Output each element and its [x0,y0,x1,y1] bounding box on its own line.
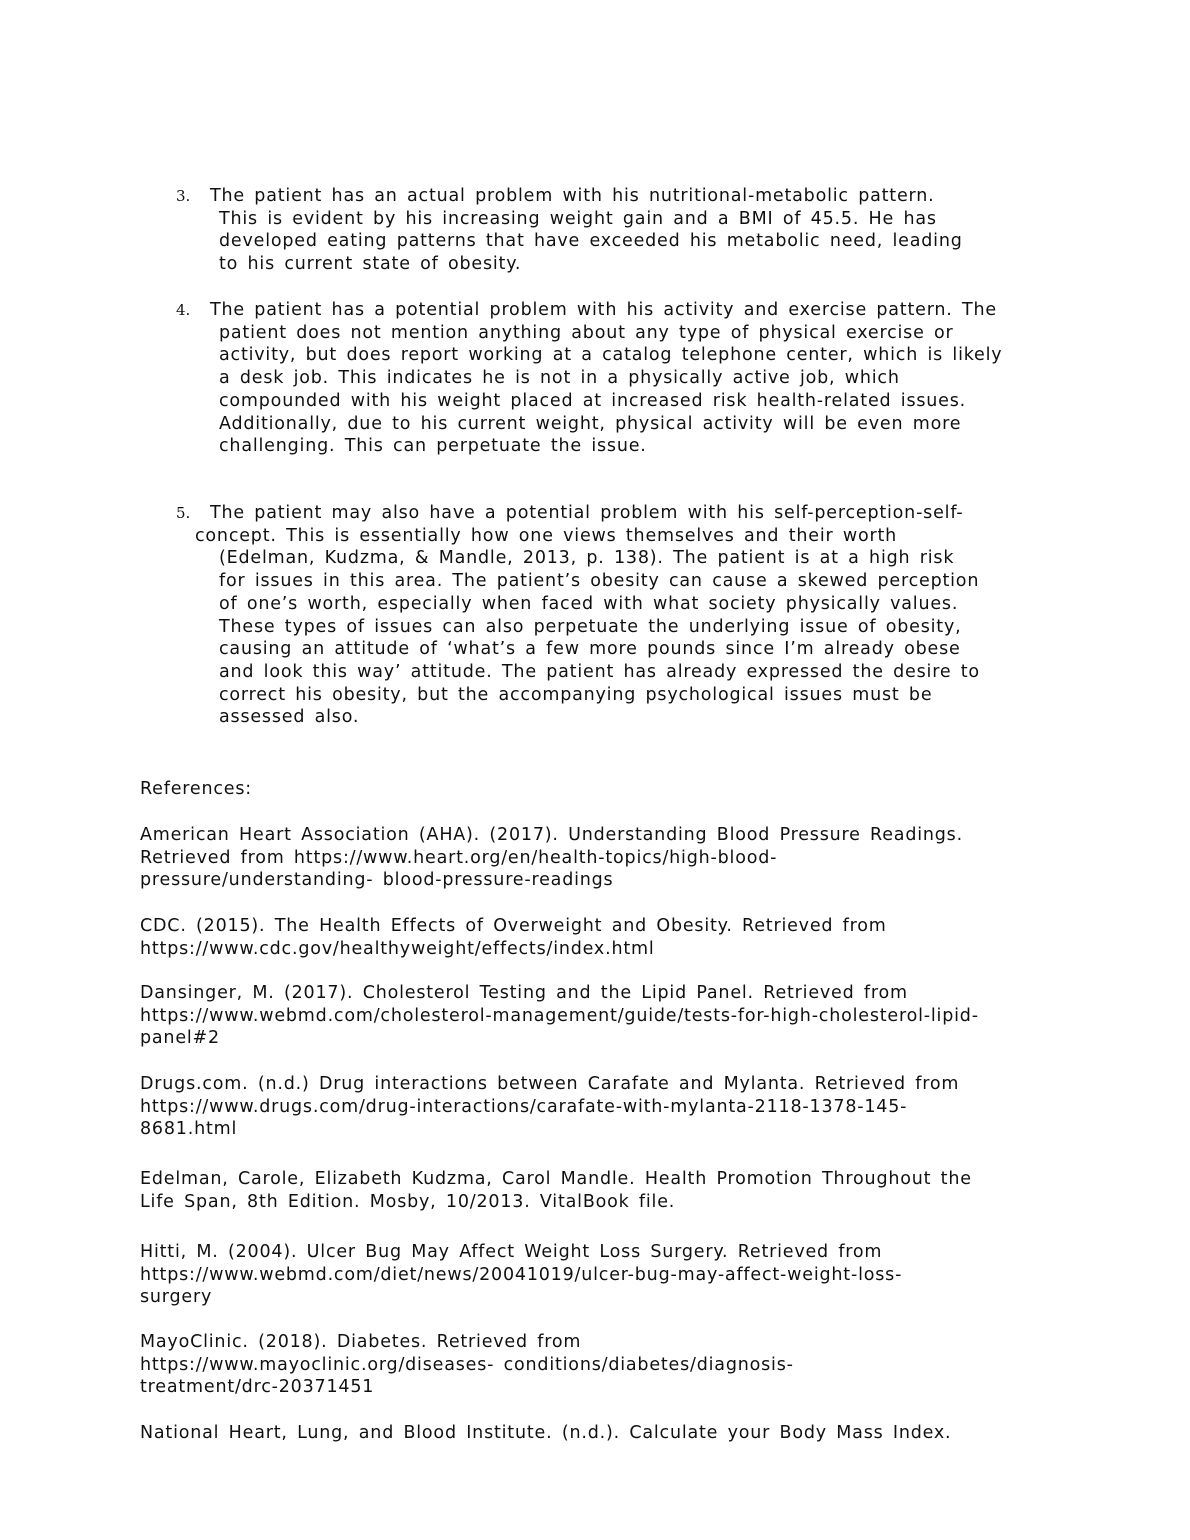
list-first-line: The patient may also have a potential problem with his self-perception-self- [210,503,964,523]
list-first-line: The patient has a potential problem with his activity and exercise pattern. The [210,300,997,320]
list-number: 4. [176,301,191,319]
reference-entry: National Heart, Lung, and Blood Institute. (n.d.). Calculate your Body Mass Index. [140,1423,952,1443]
list-rest: (Edelman, Kudzma, & Mandle, 2013, p. 138). The patient is at a high risk for issues in this area. The patient’s obesity can cause a skewed perception of one’s worth, especially when faced with what society physically values. These types of issues can also perpetuate the underlying issue of obesity, causing an attitude of ‘what’s a few more pounds since I’m already obese and look this way’ attitude. The patient has already expressed the desire to correct his obesity, but the accompanying psychological issues must be assessed also. [219,548,980,728]
list-text [210,185,1076,276]
list-rest: patient does not mention anything about any type of physical exercise or activity, but does report working at a catalog telephone center, which is likely a desk job. This indicates he is not in a physically active job, which compounded with his weight placed at increased risk health-related issues. Additionally, due to his current weight, physical activity will be even more challenging. This can perpetuate the issue. [219,322,1003,457]
reference-entry: CDC. (2015). The Health Effects of Overweight and Obesity. Retrieved from https://www.cdc.gov/healthyweight/effects/index.html [140,916,887,959]
list-text [210,299,1076,458]
reference-entry: Hitti, M. (2004). Ulcer Bug May Affect Weight Loss Surgery. Retrieved from https://www.webmd.com/diet/news/20041019/ulcer-bug-may-affect-weight-loss- surgery [140,1242,903,1308]
list-item-4 [176,299,1076,458]
list-first-line: The patient has an actual problem with his nutritional-metabolic pattern. [210,186,935,206]
references-heading: References: [140,779,252,799]
reference-entry: Edelman, Carole, Elizabeth Kudzma, Carol Mandle. Health Promotion Throughout the Life Span, 8th Edition. Mosby, 10/2013. VitalBook file. [140,1169,972,1212]
list-number: 5. [176,504,191,522]
list-second-line: concept. This is essentially how one views themselves and their worth [195,525,898,546]
list-text [195,502,1076,729]
reference-entry: American Heart Association (AHA). (2017). Understanding Blood Pressure Readings. Retrieved from https://www.heart.org/en/health-topics/high-blood- pressure/understanding- blood-pressure-readings [140,825,963,891]
list-item-5 [176,502,1076,729]
reference-entry: Drugs.com. (n.d.) Drug interactions between Carafate and Mylanta. Retrieved from https://www.drugs.com/drug-interactions/carafate-with-mylanta-2118-1378-145- 8681.html [140,1074,960,1140]
reference-entry: Dansinger, M. (2017). Cholesterol Testing and the Lipid Panel. Retrieved from https://www.webmd.com/cholesterol-management/guide/tests-for-high-cholesterol-lipid- panel#2 [140,983,979,1049]
list-rest: This is evident by his increasing weight gain and a BMI of 45.5. He has developed eating patterns that have exceeded his metabolic need, leading to his current state of obesity. [219,208,963,275]
reference-entry: MayoClinic. (2018). Diabetes. Retrieved from https://www.mayoclinic.org/diseases- conditions/diabetes/diagnosis- treatment/drc-20371451 [140,1332,794,1398]
list-item-3 [176,185,1076,276]
list-number: 3. [176,187,191,205]
